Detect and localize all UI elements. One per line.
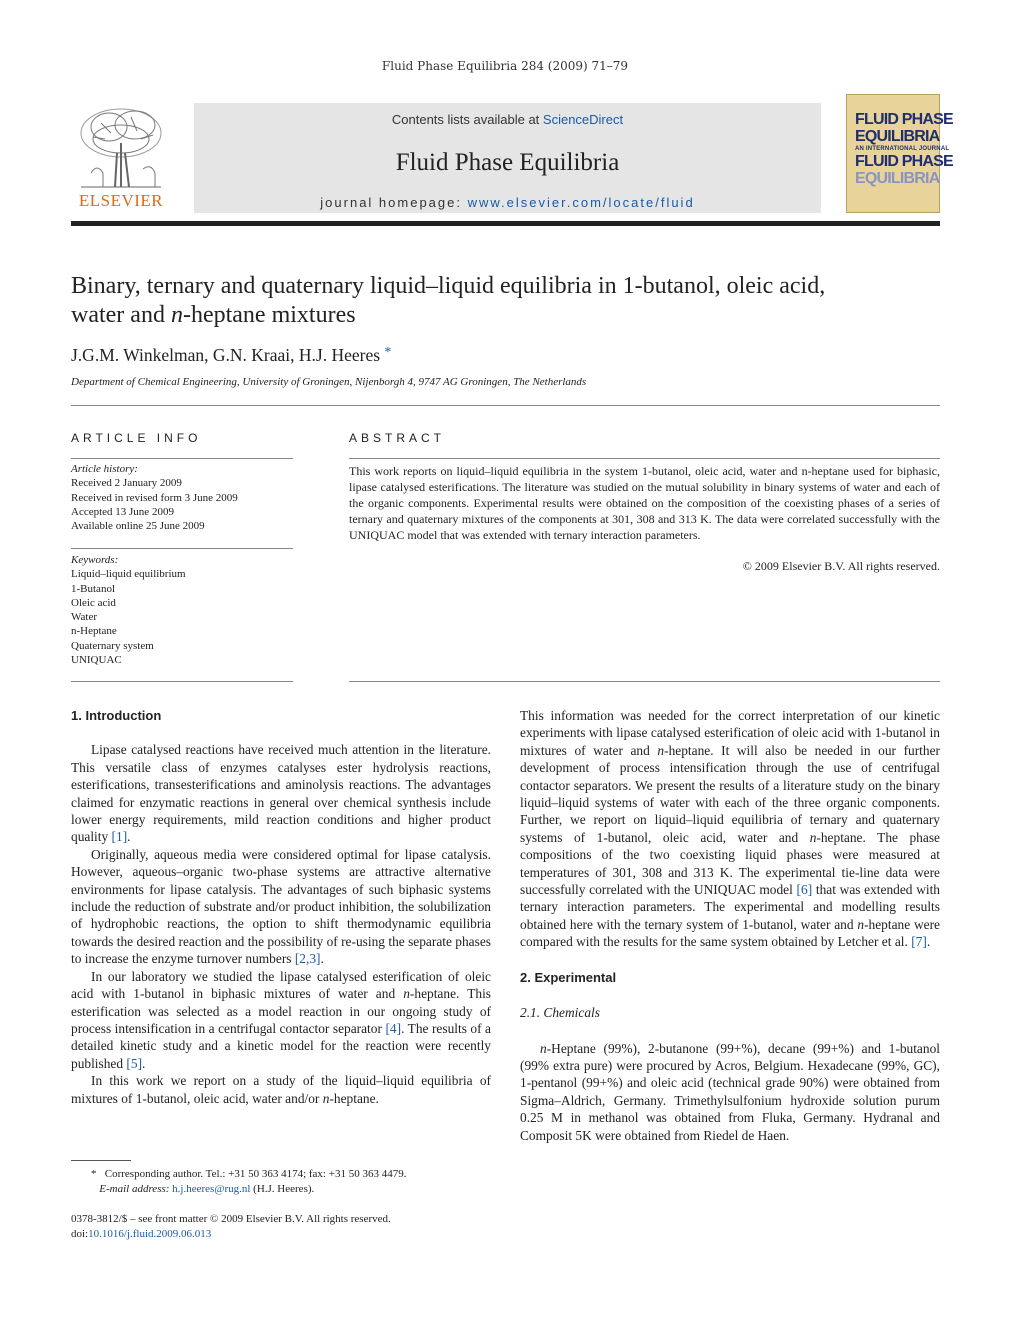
article-history — [71, 462, 293, 533]
article-info-rule — [71, 458, 293, 459]
abstract-heading: ABSTRACT — [349, 431, 446, 445]
reference-link[interactable]: [2,3] — [294, 951, 321, 967]
paragraph-text: -heptane. — [329, 1090, 379, 1106]
body-column-right — [520, 707, 940, 1144]
contents-line — [194, 112, 821, 127]
paragraph-text: -Heptane (99%), 2-butanone (99+%), decane (99+%) and 1-butanol (99% extra pure) were procured by Acros, Belgium. Hexadecane (99%, GC), 1-pentanol (99+%) and oleic acid (technical grade 90%) were obtained from Sigma–Aldrich, Germany. Trimethylsulfonium hydroxide solution purum 0.25 M in methanol was obtained from Fluka, Germany. Hydranal and Composit 5K were obtained from Riedel de Haen. — [520, 1040, 940, 1143]
paragraph-text: Lipase catalysed reactions have received much attention in the literature. This versatile class of enzymes catalyses ester hydrolysis reactions, esterifications, transesterifications and aminolysis reactions. The advantages claimed for enzymatic reactions in general over chemical synthesis include lower energy requirements, mild reaction conditions and higher product quality — [71, 742, 491, 845]
reference-link[interactable]: [4] — [385, 1020, 402, 1036]
corresponding-footnote — [71, 1167, 491, 1182]
keywords-rule — [71, 548, 293, 549]
homepage-prefix: journal homepage: — [320, 195, 468, 210]
history-label: Article history: — [71, 463, 138, 475]
email-label: E-mail address: — [99, 1182, 170, 1195]
italic-n: n — [403, 986, 410, 1002]
abstract-copyright: © 2009 Elsevier B.V. All rights reserved. — [742, 559, 940, 573]
paragraph — [71, 1072, 491, 1107]
affiliation-divider — [71, 405, 940, 406]
issn-block — [71, 1212, 391, 1242]
elsevier-tree-icon — [71, 103, 171, 193]
paragraph-text: Originally, aqueous media were considered optimal for lipase catalysis. However, aqueous–organic two-phase systems are attractive alternative environments for lipase catalysis. The advantages of such biphasic systems include the reduction of substrate and/or product inhibition, the solubilization of hydrophobic reactions, the option to shift thermodynamic equilibria towards the desired reaction and the possibility of re-using the separate phases to increase the enzyme turnover numbers — [71, 846, 491, 967]
paragraph — [71, 741, 491, 845]
italic-n: n — [322, 1090, 330, 1106]
paragraph — [71, 846, 491, 968]
paragraph-text: -heptane. The phase compositions of the two coexisting liquid phases were measured at temperatures of 301, 308 and 313 K. The experimental tie-line data were successfully correlated with the UNIQUAC model — [520, 829, 940, 898]
paragraph-text: . — [320, 951, 324, 967]
journal-cover — [846, 94, 953, 213]
body-column-left — [71, 707, 491, 1107]
paragraph-text: . The results of a detailed kinetic study and a kinetic model for the reaction were recently published — [71, 1020, 491, 1071]
doi-label: doi: — [71, 1228, 89, 1240]
italic-n: n — [657, 742, 665, 758]
paragraph-text: In our laboratory we studied the lipase catalysed esterification of oleic acid with 1-butanol in biphasic mixtures of water and — [71, 968, 491, 1002]
reference-link[interactable]: [7] — [911, 934, 927, 950]
journal-homepage-link[interactable]: www.elsevier.com/locate/fluid — [467, 195, 695, 210]
masthead — [71, 93, 953, 213]
email-footnote — [71, 1182, 491, 1197]
keyword-item: n-Heptane — [71, 625, 117, 638]
info-bottom-rule — [71, 681, 293, 682]
paragraph — [71, 968, 491, 1072]
history-accepted: Accepted 13 June 2009 — [71, 505, 174, 518]
cover-title-line-2: EQUILIBRIA — [855, 128, 940, 145]
footnote-rule — [71, 1160, 131, 1161]
journal-name: Fluid Phase Equilibria — [395, 149, 620, 176]
title-italic-n: n — [170, 302, 183, 328]
keyword-item: UNIQUAC — [71, 654, 122, 667]
italic-n: n — [809, 829, 817, 845]
title-line-2b: -heptane mixtures — [182, 302, 356, 328]
footnote-mark: * — [91, 1168, 97, 1180]
contents-prefix: Contents lists available at — [391, 112, 543, 127]
paragraph — [520, 1040, 940, 1144]
email-link[interactable]: h.j.heeres@rug.nl — [172, 1182, 251, 1195]
keyword-item: 1-Butanol — [71, 582, 115, 595]
reference-link[interactable]: [1] — [111, 829, 128, 845]
history-revised: Received in revised form 3 June 2009 — [71, 491, 238, 504]
abstract-bottom-rule — [349, 681, 940, 682]
italic-n: n — [540, 1040, 547, 1056]
journal-citation: Fluid Phase Equilibria 284 (2009) 71–79 — [381, 59, 629, 73]
section-1-heading: 1. Introduction — [71, 708, 162, 723]
section-2-1-heading: 2.1. Chemicals — [520, 1005, 600, 1021]
paragraph — [520, 707, 940, 951]
history-received: Received 2 January 2009 — [71, 477, 182, 490]
doi-line — [71, 1227, 391, 1242]
section-2-heading: 2. Experimental — [520, 969, 617, 985]
cover-title-line-3: FLUID PHASE — [855, 153, 953, 170]
paragraph-text: that was extended with ternary interaction parameters. The experimental and modelling results obtained here with the ternary system of 1-butanol, water and — [520, 882, 941, 932]
journal-banner — [194, 103, 821, 213]
doi-link[interactable]: 10.1016/j.fluid.2009.06.013 — [88, 1228, 212, 1240]
reference-link[interactable]: [5] — [126, 1055, 143, 1071]
email-name: (H.J. Heeres). — [253, 1182, 315, 1195]
keyword-item: Quaternary system — [71, 639, 154, 652]
elsevier-logo — [71, 103, 171, 213]
paragraph-text: -heptane. This esterification was selected as a model reaction in our ongoing study of process intensification in a centrifugal contactor separator — [71, 986, 492, 1036]
keyword-item: Oleic acid — [71, 596, 116, 609]
history-online: Available online 25 June 2009 — [71, 520, 205, 533]
affiliation: Department of Chemical Engineering, University of Groningen, Nijenborgh 4, 9747 AG Groningen, The Netherlands — [71, 376, 587, 388]
keywords-block — [71, 553, 293, 667]
italic-n: n — [857, 916, 865, 932]
paragraph-text: -heptane. It will also be needed in our further development of process intensification through the use of centrifugal contactor separators. We present the results of a literature study on the binary liquid–liquid systems of water with each of the three organic components. Further, we report on liquid–liquid equilibria of ternary and quaternary systems of 1-butanol, oleic acid, water and — [520, 742, 941, 845]
homepage-line — [194, 195, 821, 210]
authors: J.G.M. Winkelman, G.N. Kraai, H.J. Heeres — [71, 345, 381, 365]
title-line-2a: water and — [71, 302, 171, 328]
keywords-label: Keywords: — [71, 554, 119, 566]
keyword-item: Water — [71, 611, 97, 624]
elsevier-wordmark: ELSEVIER — [78, 191, 164, 210]
paragraph-text: -heptane were compared with the results for the same system obtained by Letcher et al. — [520, 916, 940, 950]
header-divider — [71, 221, 940, 226]
reference-link[interactable]: [6] — [796, 882, 813, 898]
paragraph-text: . — [926, 934, 931, 950]
paragraph-text: This information was needed for the correct interpretation of our kinetic experiments with lipase catalysed esterification of oleic acid with 1-butanol in mixtures of water and — [520, 708, 940, 758]
issn-line: 0378-3812/$ – see front matter © 2009 Elsevier B.V. All rights reserved. — [71, 1213, 391, 1225]
cover-subtitle: AN INTERNATIONAL JOURNAL — [855, 146, 950, 152]
abstract-rule — [349, 458, 940, 459]
abstract-text: This work reports on liquid–liquid equilibria in the system 1-butanol, oleic acid, water and n-heptane used for biphasic, lipase catalysed esterifications. The literature was studied on the mutual solubility in binary systems of water and each of the organic components. Experimental results were obtained on the composition of the coexisting phases of a series of ternary and quaternary mixtures of the components at 301, 308 and 313 K. The data were correlated successfully with the UNIQUAC model that was extended with ternary interaction parameters. — [349, 464, 940, 542]
paragraph-text: In this work we report on a study of the liquid–liquid equilibria of mixtures of 1-butanol, oleic acid, water and/or — [71, 1073, 491, 1106]
corresponding-author-mark[interactable]: * — [384, 345, 392, 360]
title-line-1: Binary, ternary and quaternary liquid–liquid equilibria in 1-butanol, oleic acid, — [71, 273, 826, 299]
paragraph-text: . — [127, 829, 131, 845]
article-info-heading: ARTICLE INFO — [71, 431, 202, 445]
article-title — [71, 272, 940, 330]
sciencedirect-link[interactable]: ScienceDirect — [542, 112, 624, 127]
cover-title-line-1: FLUID PHASE — [855, 111, 953, 128]
paragraph-text: . — [142, 1055, 146, 1071]
footnote-text: Corresponding author. Tel.: +31 50 363 4174; fax: +31 50 363 4479. — [104, 1168, 407, 1180]
author-list — [71, 345, 391, 366]
footnote — [71, 1167, 491, 1196]
cover-title-line-4: EQUILIBRIA — [855, 170, 940, 187]
keyword-item: Liquid–liquid equilibrium — [71, 568, 186, 581]
